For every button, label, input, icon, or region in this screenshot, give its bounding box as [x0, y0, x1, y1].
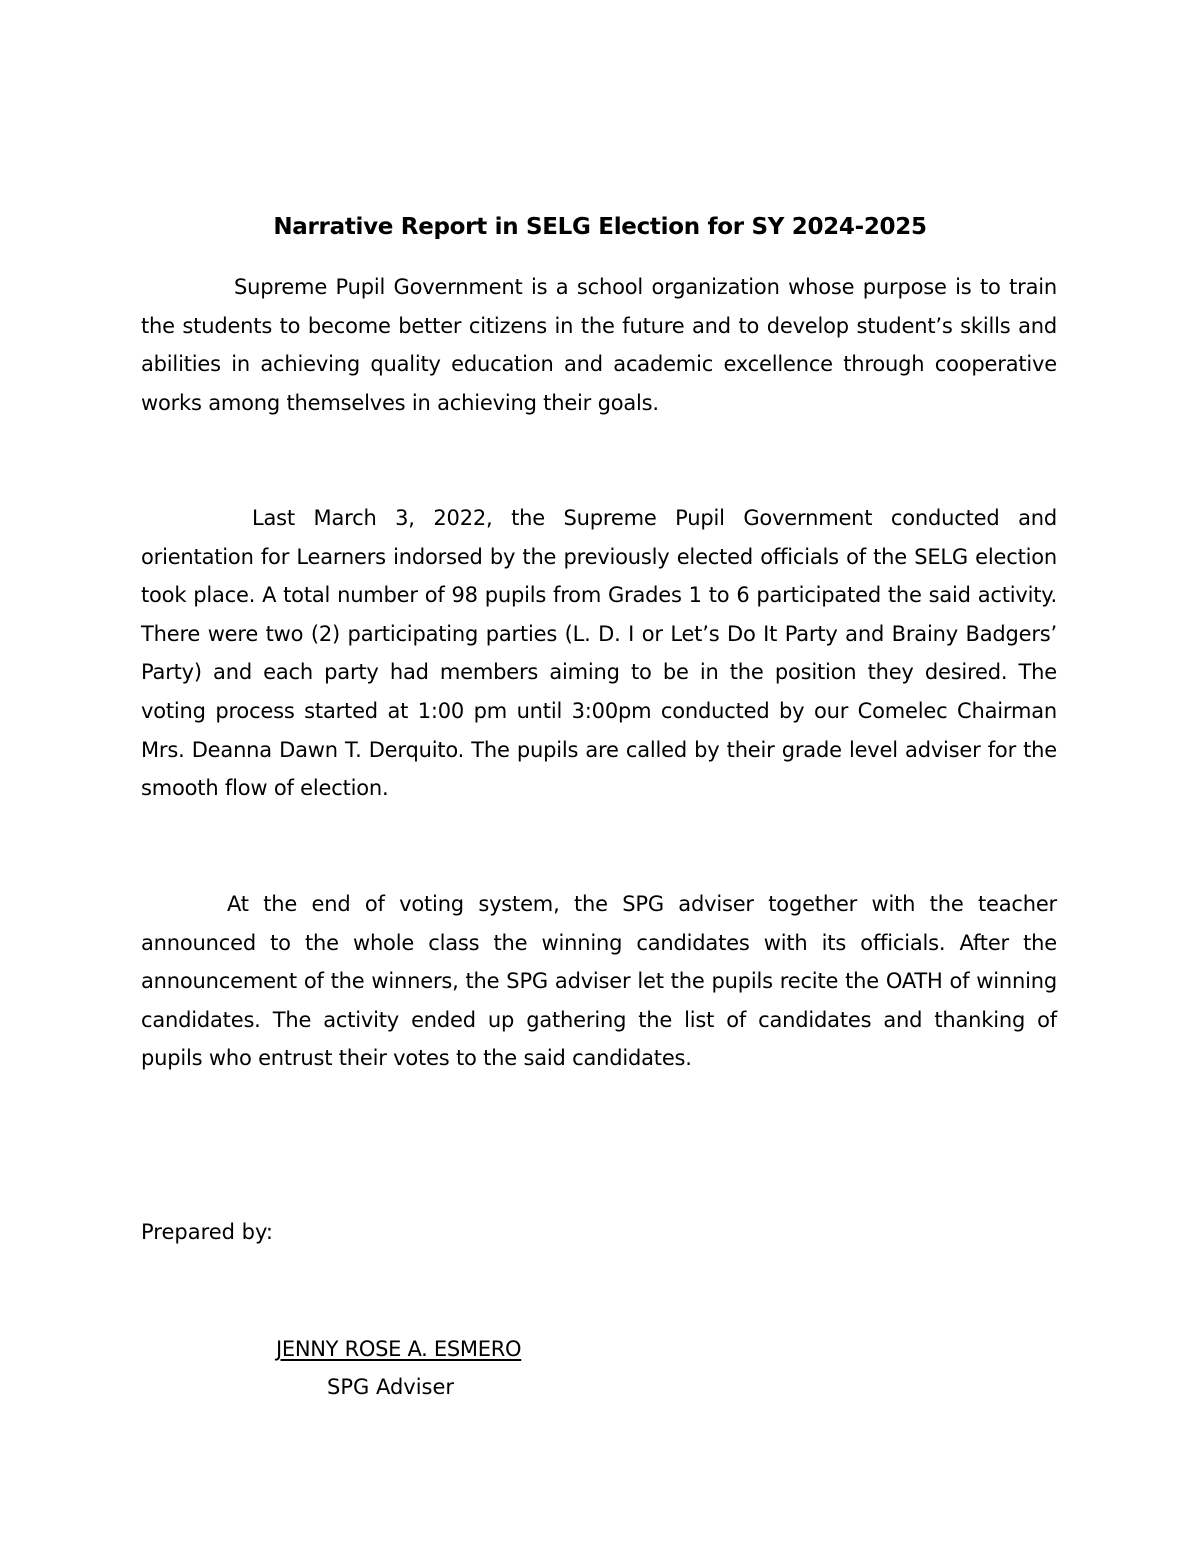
paragraph-intro: Supreme Pupil Government is a school organization whose purpose is to train the students to become better citizens in the future and to develop student’s skills and abilities in achieving quality education and academic excellence through cooperative works among themselves in achieving their goals. [141, 275, 1057, 415]
paragraph-election-details: Last March 3, 2022, the Supreme Pupil Government conducted and orientation for Learners indorsed by the previously elected officials of the SELG election took place. A total number of 98 pupils from Grades 1 to 6 participated the said activity. There were two (2) participating parties (L. D. I or Let’s Do It Party and Brainy Badgers’ Party) and each party had members aiming to be in the position they desired. The voting process started at 1:00 pm until 3:00pm conducted by our Comelec Chairman Mrs. Deanna Dawn T. Derquito. The pupils are called by their grade level adviser for the smooth flow of election. [141, 506, 1057, 801]
signatory-position: SPG Adviser [327, 1375, 455, 1399]
signatory-name: JENNY ROSE A. ESMERO [276, 1337, 522, 1361]
prepared-by-label: Prepared by: [141, 1220, 273, 1244]
document-title: Narrative Report in SELG Election for SY 2024-2025 [273, 214, 927, 240]
paragraph-closing: At the end of voting system, the SPG adviser together with the teacher announced to the whole class the winning candidates with its officials. After the announcement of the winners, the SPG adviser let the pupils recite the OATH of winning candidates. The activity ended up gathering the list of candidates and thanking of pupils who entrust their votes to the said candidates. [141, 892, 1057, 1071]
